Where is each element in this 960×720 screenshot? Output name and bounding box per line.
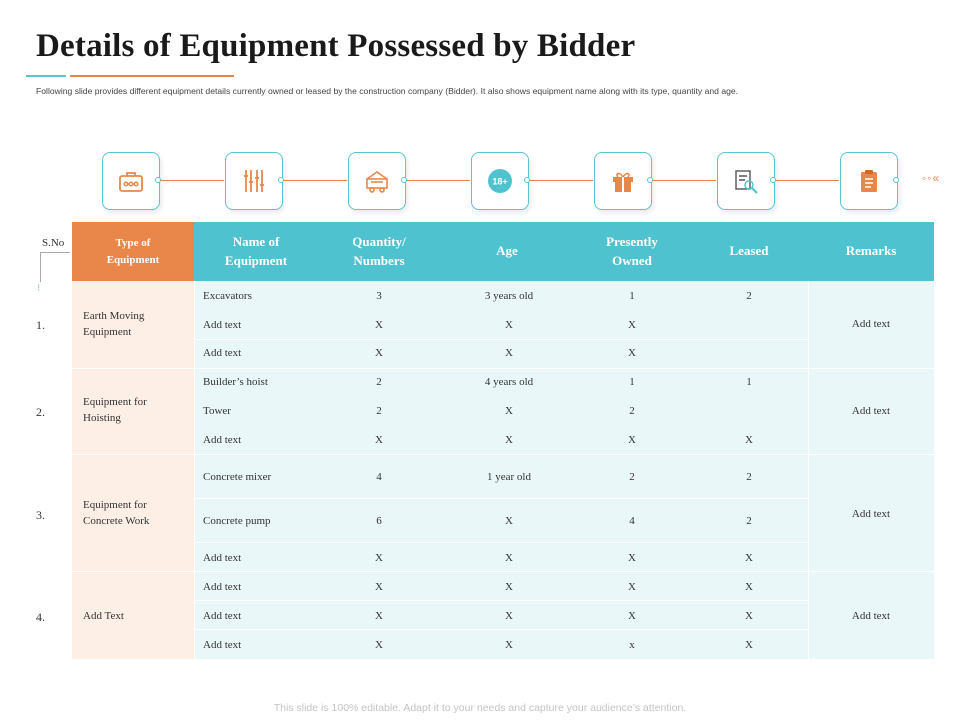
title-underline-orange	[70, 75, 234, 77]
row-divider	[194, 542, 808, 543]
cell-age: 4 years old	[484, 376, 534, 388]
icon-strip	[0, 150, 960, 214]
cell-leased: X	[745, 639, 753, 651]
cell-qty: X	[375, 581, 383, 593]
connector-line	[283, 180, 347, 181]
page-subtitle: Following slide provides different equipment details currently owned or leased by the construction company (Bidder). It also shows equipment name along with its type, quantity and age.	[36, 86, 739, 96]
group-divider	[808, 454, 934, 455]
connector-line	[406, 180, 470, 181]
cell-leased: 2	[746, 290, 752, 302]
connector-dot	[770, 177, 776, 183]
cell-name: Add text	[203, 552, 242, 564]
row-divider	[194, 368, 808, 369]
toolbox-icon	[102, 152, 160, 210]
row-divider	[194, 600, 808, 601]
connector-line	[775, 180, 839, 181]
cell-owned: X	[628, 319, 636, 331]
cell-leased: 2	[746, 471, 752, 483]
clipboard-icon	[840, 152, 898, 210]
tools-icon	[225, 152, 283, 210]
type-label-1: Earth Moving Equipment	[83, 310, 145, 338]
cell-name: Add text	[203, 610, 242, 622]
cell-name: Excavators	[203, 290, 252, 302]
group-divider	[72, 571, 194, 572]
row-divider	[194, 571, 808, 572]
header-owned: Presently Owned	[606, 234, 658, 268]
cell-qty: 6	[376, 515, 382, 527]
type-label-3: Equipment for Concrete Work	[83, 499, 150, 527]
cell-name: Builder’s hoist	[203, 376, 268, 388]
cell-qty: 3	[376, 290, 382, 302]
cell-owned: X	[628, 552, 636, 564]
age-18-icon	[471, 152, 529, 210]
group-divider	[72, 368, 194, 369]
cell-owned: X	[628, 347, 636, 359]
cell-owned: x	[629, 639, 635, 651]
cell-age: 3 years old	[484, 290, 534, 302]
sno-bracket	[40, 252, 70, 282]
cell-owned: 2	[629, 405, 635, 417]
cell-leased: X	[745, 552, 753, 564]
cell-age: X	[505, 581, 513, 593]
cell-age: X	[505, 610, 513, 622]
cell-qty: X	[375, 552, 383, 564]
cell-name: Add text	[203, 639, 242, 651]
cell-qty: 2	[376, 405, 382, 417]
connector-dot	[278, 177, 284, 183]
cell-leased: X	[745, 434, 753, 446]
cell-qty: X	[375, 319, 383, 331]
cell-age: X	[505, 405, 513, 417]
column-divider	[808, 281, 809, 659]
sno-1: 1.	[36, 318, 45, 332]
remark-2: Add text	[851, 405, 891, 417]
header-age: Age	[496, 243, 518, 259]
cell-owned: 2	[629, 471, 635, 483]
cell-qty: X	[375, 610, 383, 622]
table-body-bg	[194, 281, 934, 659]
cell-qty: X	[375, 347, 383, 359]
cell-leased: X	[745, 581, 753, 593]
connector-line	[652, 180, 716, 181]
cell-owned: X	[628, 610, 636, 622]
connector-line	[160, 180, 224, 181]
remark-3: Add text	[851, 508, 891, 520]
sno-header: S.No	[42, 237, 65, 249]
cell-age: X	[505, 434, 513, 446]
cell-age: X	[505, 347, 513, 359]
cell-age: X	[505, 319, 513, 331]
cell-age: X	[505, 639, 513, 651]
connector-dot	[155, 177, 161, 183]
cell-age: 1 year old	[487, 471, 531, 483]
connector-dot	[524, 177, 530, 183]
cell-leased: 1	[746, 376, 752, 388]
remark-4: Add text	[851, 610, 891, 622]
gift-icon	[594, 152, 652, 210]
cell-name: Add text	[203, 347, 242, 359]
header-leased: Leased	[729, 243, 769, 259]
column-divider	[194, 281, 195, 659]
cell-name: Tower	[203, 405, 231, 417]
sno-dot-icon: ⁝	[37, 283, 41, 294]
row-divider	[194, 629, 808, 630]
cell-owned: 4	[629, 515, 635, 527]
sno-3: 3.	[36, 508, 45, 522]
machinery-icon	[348, 152, 406, 210]
cell-leased: 2	[746, 515, 752, 527]
cell-owned: X	[628, 434, 636, 446]
cell-qty: 4	[376, 471, 382, 483]
footer-note: This slide is 100% editable. Adapt it to your needs and capture your audience’s attention.	[273, 702, 687, 714]
header-qty: Quantity/ Numbers	[352, 234, 406, 268]
type-label-2: Equipment for Hoisting	[83, 396, 147, 424]
connector-dot	[893, 177, 899, 183]
cell-leased: X	[745, 610, 753, 622]
cell-owned: 1	[629, 376, 635, 388]
cell-name: Add text	[203, 434, 242, 446]
sno-4: 4.	[36, 610, 45, 624]
cell-name: Add text	[203, 581, 242, 593]
header-remarks: Remarks	[845, 243, 897, 259]
cell-owned: X	[628, 581, 636, 593]
row-divider	[194, 498, 808, 499]
header-type: Type of Equipment	[72, 222, 194, 281]
age-badge-text: 18+	[492, 176, 508, 187]
cell-age: X	[505, 552, 513, 564]
cell-qty: 2	[376, 376, 382, 388]
strip-tail-arrows: ◦◦«	[922, 171, 941, 185]
group-divider	[72, 454, 194, 455]
connector-dot	[647, 177, 653, 183]
cell-qty: X	[375, 639, 383, 651]
type-label-4: Add Text	[83, 610, 124, 622]
header-name: Name of Equipment	[224, 234, 288, 268]
cell-name: Concrete pump	[203, 515, 271, 527]
cell-name: Add text	[203, 319, 242, 331]
remark-1: Add text	[851, 318, 891, 330]
group-divider	[808, 571, 934, 572]
page-title: Details of Equipment Possessed by Bidder	[36, 28, 636, 64]
connector-dot	[401, 177, 407, 183]
connector-line	[529, 180, 593, 181]
row-divider	[194, 454, 808, 455]
group-divider	[808, 368, 934, 369]
cell-owned: 1	[629, 290, 635, 302]
cell-name: Concrete mixer	[203, 471, 272, 483]
cell-qty: X	[375, 434, 383, 446]
sno-2: 2.	[36, 405, 45, 419]
cell-age: X	[505, 515, 513, 527]
checklist-magnifier-icon	[717, 152, 775, 210]
row-divider	[194, 339, 808, 340]
title-underline-teal	[26, 75, 66, 77]
